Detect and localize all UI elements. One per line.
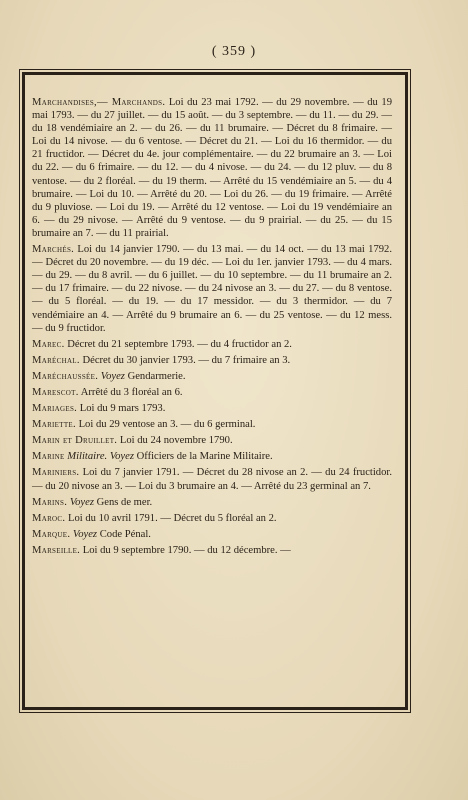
page-number: ( 359 ) [211,44,257,59]
entry-heading: Marchandises,— Marchands. [32,97,166,108]
entry-text: Gens de mer. [93,496,153,508]
entry-heading: Mariette. [32,419,76,431]
entry-italic: Militaire. Voyez [64,451,134,463]
entry-heading: Marins. [32,496,68,508]
index-entry [32,496,392,509]
entry-heading: Maroc. [32,512,66,524]
index-entry [32,450,392,463]
index-entry [32,370,392,383]
index-entry [32,354,392,367]
entry-heading: Mariages. [32,403,78,415]
entry-text: Officiers de la Marine Militaire. [133,451,273,463]
index-entry [32,418,392,431]
entry-text: Loi du 23 mai 1792. — du 29 novembre. — du 19 mai 1793. — du 27 juillet. — du 15 août. — du 3 septembre. — du 11. — du 29. — du 18 vendémiaire an 2. — du 26. — du 11 brumaire. — Décret du 8 frimaire. — Loi du 14 nivose. — du 6 ventose. — Décret du 21. — Loi du 16 thermidor. — du 21 fructidor. — Décret du 4e. jour complémentaire. — du 22 brumaire an 3. — Loi du 22. — du 6 frimaire. — du 12. — du 4 nivose. — du 24. — du 12 pluv. — du 8 ventose. — du 2 floréal. — du 19 therm. — Arrêté du 15 vendémiaire an 5. — du 4 brumaire. — Loi du 10. — Arrêté du 20. — Loi du 26. — du 19 frimaire. — Arrêté du 9 pluviose. — Loi du 19. — Arrêté du 12 ventose. — Loi du 19 vendémiaire an 6. — du 29 nivose. — Arrêté du 9 ventose. — du 9 prairial. — du 25. — du 15 brumaire an 7. — du 11 prairial. [32,97,392,239]
index-entry [32,402,392,415]
entry-heading: Marchés. [32,244,75,256]
index-entry [32,544,392,557]
index-entry [32,528,392,541]
index-entry [32,434,392,447]
entry-text: Loi du 7 janvier 1791. — Décret du 28 nivose an 2. — du 24 fructidor. — du 20 nivose an 3. — Loi du 3 brumaire an 4. — Arrêté du 23 germinal an 7. [32,467,392,492]
entry-heading: Maréchaussée. [32,370,99,382]
index-entry [32,466,392,492]
entry-heading: Marescot. [32,386,79,398]
entry-text: Loi du 10 avril 1791. — Décret du 5 floréal an 2. [65,512,277,524]
index-entry [32,96,392,240]
entry-heading: Marseille. [32,544,81,556]
index-entry [32,512,392,525]
entry-text: Loi du 9 mars 1793. [77,403,166,415]
entry-italic: Voyez [98,370,125,382]
entry-text: Arrêté du 3 floréal an 6. [78,386,183,398]
index-entry [32,386,392,399]
index-entry [32,243,392,335]
entry-italic: Voyez [70,528,98,540]
entry-text: Gendarmerie. [124,370,186,382]
entry-text: Décret du 30 janvier 1793. — du 7 frimaire an 3. [79,354,291,366]
entry-text: Loi du 14 janvier 1790. — du 13 mai. — du 14 oct. — du 13 mai 1792. — Décret du 20 novembre. — du 19 déc. — Loi du 1er. janvier 1793. — du 4 mars. — du 29. — du 8 avril. — du 6 juillet. — du 10 septembre. — du 11 brumaire an 2. — du 17 frimaire. — du 22 nivose. — du 24 nivose an 3. — du 27. — du 8 ventose. — du 5 floréal. — du 19. — du 17 messidor. — du 3 thermidor. — du 7 vendémiaire an 4. — Arrêté du 9 brumaire an 6. — du 25 ventose. — du 12 mess. — du 9 fructidor. [32,244,392,334]
entry-heading: Maréchal. [32,354,80,366]
entry-text: Loi du 24 novembre 1790. [117,435,233,447]
entry-heading: Mariniers. [32,467,80,479]
index-entry [32,338,392,351]
entry-text: Décret du 21 septembre 1793. — du 4 fructidor an 2. [64,338,292,350]
index-entries [32,96,392,560]
entry-heading: Marque. [32,528,71,540]
entry-text: Code Pénal. [97,528,151,540]
entry-heading: Marine [32,451,65,463]
entry-italic: Voyez [67,496,94,508]
entry-text: Loi du 9 septembre 1790. — du 12 décembre. — [80,544,291,556]
entry-text: Loi du 29 ventose an 3. — du 6 germinal. [75,419,256,431]
entry-heading: Marec. [32,338,65,350]
entry-heading: Marin et Druillet. [32,435,118,447]
